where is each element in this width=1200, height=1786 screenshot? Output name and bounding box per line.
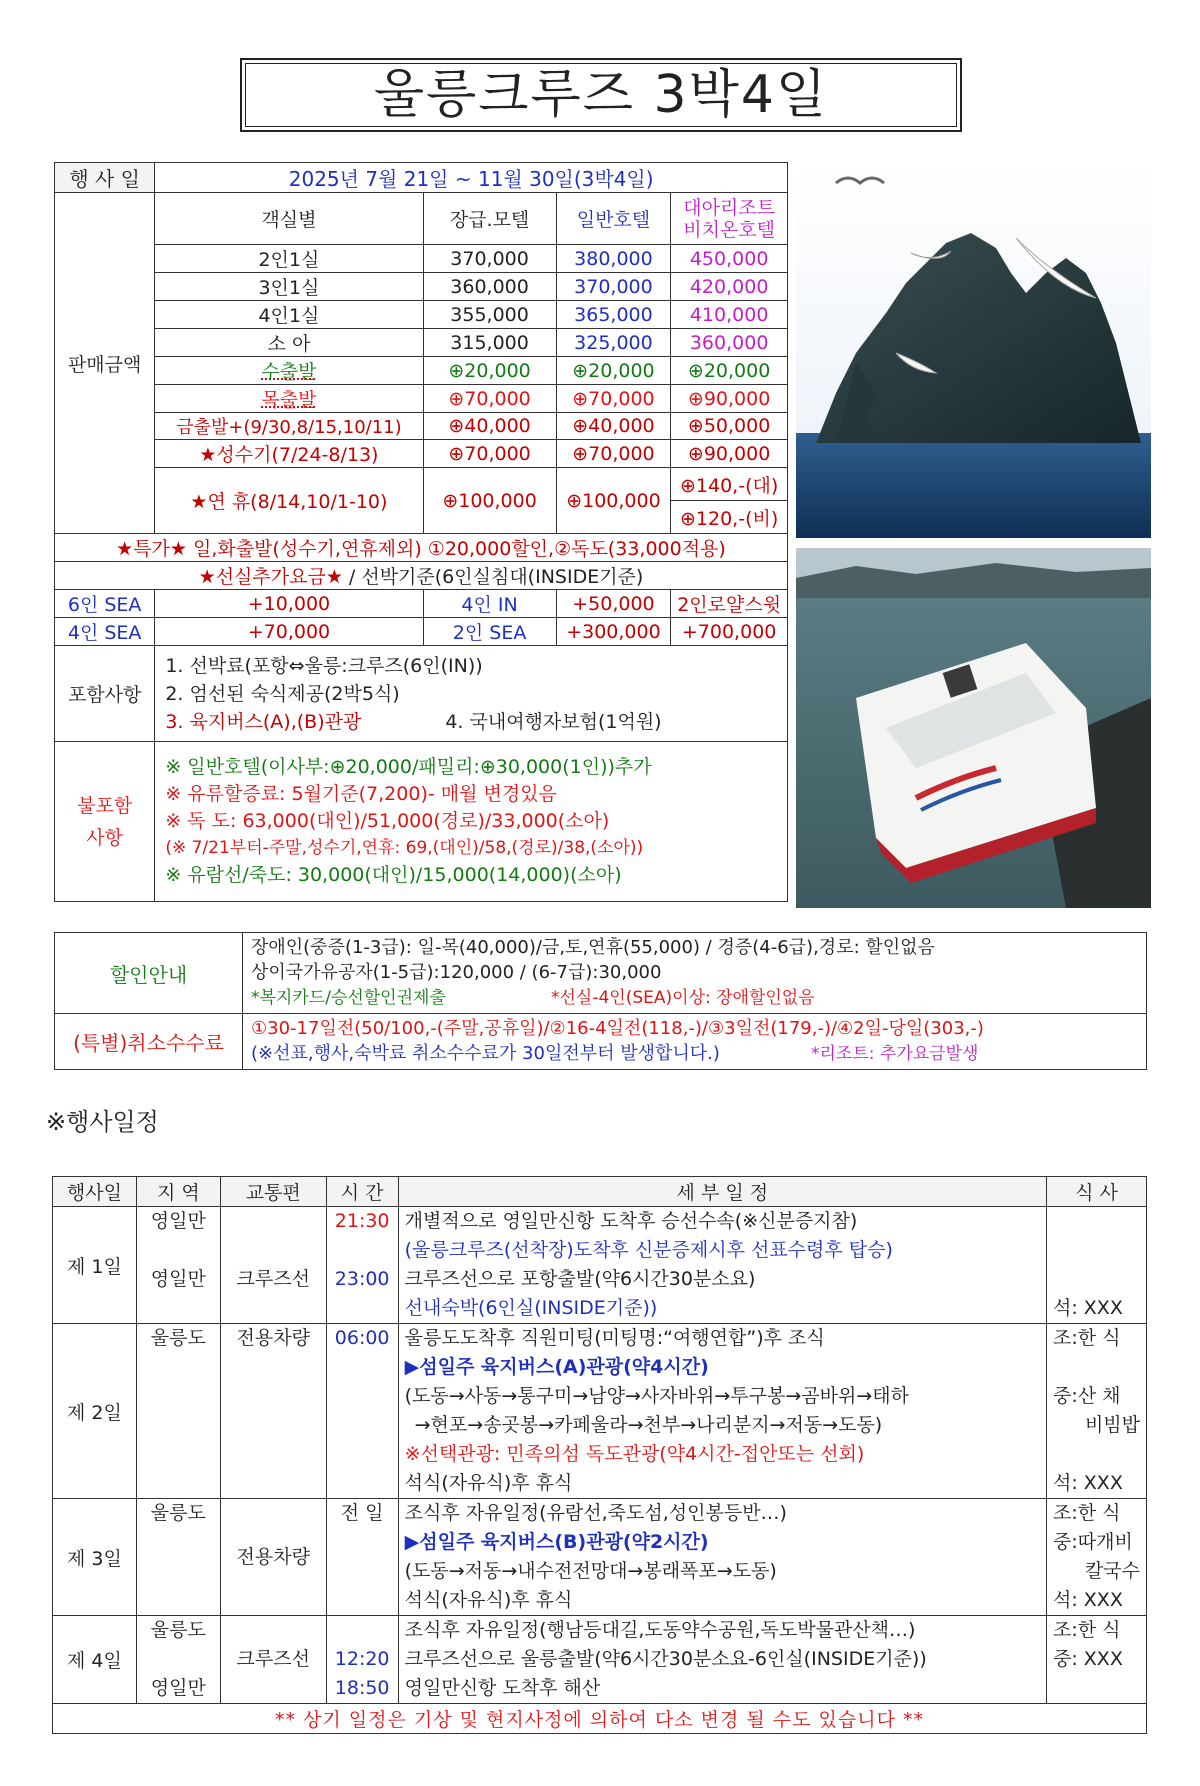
detail-item: 석식(자유식)후 휴식 — [404, 1589, 573, 1611]
event-dates-label: 행 사 일 — [55, 163, 155, 193]
region-item: 영일만 — [150, 1677, 206, 1699]
schedule-footer-note: ** 상기 일정은 기상 및 현지사정에 의하여 다소 변경 될 수도 있습니다 ** — [53, 1704, 1147, 1734]
cabin-price: +70,000 — [155, 618, 423, 646]
detail-item: 선내숙박(6인실(INSIDE기준)) — [404, 1297, 658, 1319]
detail-item: 크루즈선으로 울릉출발(약6시간30분소요-6인실(INSIDE기준)) — [404, 1648, 927, 1670]
day-details — [398, 1616, 1046, 1704]
price-cell: 410,000 — [671, 301, 788, 329]
price-cell: 315,000 — [423, 329, 556, 357]
detail-item: 석식(자유식)후 휴식 — [404, 1472, 573, 1494]
excluded-item: ※ 유람선/죽도: 30,000(대인)/15,000(14,000)(소아) — [165, 864, 622, 886]
meal-item: 석: XXX — [1053, 1297, 1123, 1319]
day-label: 제 4일 — [53, 1616, 137, 1704]
excluded-item: ※ 일반호텔(이사부:⊕20,000/패밀리:⊕30,000(1인))추가 — [165, 756, 652, 778]
cabin-surcharge-title-b: / 선박기준(6인실침대(INSIDE기준) — [342, 566, 644, 588]
detail-item: 조식후 자유일정(행남등대길,도동약수공원,독도박물관산책…) — [404, 1619, 916, 1641]
region-item: 울릉도 — [150, 1502, 206, 1524]
included-item: 4. 국내여행자보험(1억원) — [445, 710, 662, 733]
price-cell: 360,000 — [423, 273, 556, 301]
cabin-price: +10,000 — [155, 590, 423, 618]
price-cell: ⊕20,000 — [423, 357, 556, 385]
price-cell: 365,000 — [556, 301, 671, 329]
discount-note: *선실-4인(SEA)이상: 장애할인없음 — [551, 988, 815, 1008]
price-row-label: 금출발+(9/30,8/15,10/11) — [155, 413, 423, 440]
day-meals — [1047, 1324, 1147, 1499]
ship-illustration — [796, 548, 1151, 908]
day-region — [136, 1616, 220, 1704]
excluded-label — [55, 742, 155, 902]
day-times — [326, 1207, 398, 1324]
excluded-items — [155, 742, 788, 902]
meal-item: 중:산 채 — [1053, 1385, 1121, 1407]
meal-item: 칼국수 — [1084, 1560, 1140, 1582]
price-row-label: 수출발 — [155, 357, 423, 385]
day-transport — [220, 1499, 326, 1616]
time-item: 12:20 — [334, 1648, 390, 1670]
region-item: 울릉도 — [150, 1327, 206, 1349]
meal-item: 석: XXX — [1053, 1472, 1123, 1494]
meal-item: 조:한 식 — [1053, 1327, 1121, 1349]
meal-item: 중: XXX — [1053, 1648, 1123, 1670]
excluded-label-line1: 불포함 — [77, 794, 133, 817]
price-row-label: 2인1실 — [155, 245, 423, 273]
cabin-type: 4인 SEA — [55, 618, 155, 646]
schedule-header: 교통편 — [220, 1177, 326, 1207]
region-item: 울릉도 — [150, 1619, 206, 1641]
time-item: 21:30 — [334, 1210, 390, 1232]
meal-item: 비빔밥 — [1084, 1414, 1140, 1436]
transport-item: 크루즈선 — [236, 1648, 310, 1670]
island-photo — [796, 163, 1151, 538]
price-cell: ⊕90,000 — [671, 385, 788, 413]
schedule-day-row — [53, 1324, 1147, 1499]
discount-note: *복지카드/승선할인권제출 — [251, 988, 446, 1008]
day-label: 제 1일 — [53, 1207, 137, 1324]
transport-item: 크루즈선 — [236, 1268, 310, 1290]
room-type-header: 객실별 — [155, 193, 423, 245]
schedule-header: 식 사 — [1047, 1177, 1147, 1207]
transport-item: 전용차량 — [236, 1327, 310, 1349]
cabin-type: 4인 IN — [423, 590, 556, 618]
day-transport — [220, 1616, 326, 1704]
resort-header-line1: 대아리조트 — [683, 196, 776, 219]
detail-item: ▶섬일주 육지버스(B)관광(약2시간) — [404, 1531, 709, 1553]
detail-item: ▶섬일주 육지버스(A)관광(약4시간) — [404, 1356, 709, 1378]
detail-item: 개별적으로 영일만신항 도착후 승선수속(※신분증지참) — [404, 1210, 858, 1232]
schedule-section-title: ※행사일정 — [46, 1108, 159, 1136]
excluded-item: ※ 독 도: 63,000(대인)/51,000(경로)/33,000(소아) — [165, 810, 610, 832]
day-label: 제 3일 — [53, 1499, 137, 1616]
holiday-hotel: ⊕100,000 — [556, 468, 671, 534]
included-item: 2. 엄선된 숙식제공(2박5식) — [165, 682, 400, 705]
schedule-day-row — [53, 1207, 1147, 1324]
resort-header-line2: 비치온호텔 — [683, 218, 776, 241]
price-cell: ⊕20,000 — [671, 357, 788, 385]
transport-item: 전용차량 — [236, 1545, 310, 1568]
price-cell: 355,000 — [423, 301, 556, 329]
price-row-label: 4인1실 — [155, 301, 423, 329]
day-details — [398, 1324, 1046, 1499]
price-cell: ⊕40,000 — [556, 413, 671, 440]
discount-details — [243, 933, 1147, 1014]
price-cell: ⊕70,000 — [423, 385, 556, 413]
discount-line: 장애인(중증(1-3급): 일-목(40,000)/금,토,연휴(55,000) / 경증(4-6급),경로: 할인없음 — [251, 937, 935, 958]
included-item: 3. 육지버스(A),(B)관광 — [165, 710, 362, 733]
motel-header: 장급.모텔 — [423, 193, 556, 245]
cabin-type: 2인 SEA — [423, 618, 556, 646]
holiday-motel: ⊕100,000 — [423, 468, 556, 534]
day-times — [326, 1616, 398, 1704]
day-times — [326, 1499, 398, 1616]
schedule-header: 지 역 — [136, 1177, 220, 1207]
price-cell: 420,000 — [671, 273, 788, 301]
price-row-label: 3인1실 — [155, 273, 423, 301]
day-region — [136, 1207, 220, 1324]
day-meals — [1047, 1207, 1147, 1324]
cabin-price: +700,000 — [671, 618, 788, 646]
schedule-day-row — [53, 1499, 1147, 1616]
special-offer: ★특가★ 일,화출발(성수기,연휴제외) ①20,000할인,②독도(33,000적용) — [55, 534, 788, 562]
day-details — [398, 1499, 1046, 1616]
detail-item: →현포→송곳봉→카페울라→천부→나리분지→저동→도동) — [414, 1414, 883, 1436]
time-item: 23:00 — [334, 1268, 390, 1290]
price-cell: 360,000 — [671, 329, 788, 357]
price-cell: ⊕70,000 — [556, 440, 671, 468]
price-cell: 325,000 — [556, 329, 671, 357]
excluded-item: ※ 유류할증료: 5월기준(7,200)- 매월 변경있음 — [165, 783, 557, 805]
detail-item: 영일만신항 도착후 해산 — [404, 1677, 601, 1699]
day-times — [326, 1324, 398, 1499]
price-row-label: 소 아 — [155, 329, 423, 357]
pricing-section-label: 판매금액 — [55, 193, 155, 534]
price-cell: ⊕50,000 — [671, 413, 788, 440]
pricing-table — [54, 162, 788, 902]
hotel-header: 일반호텔 — [556, 193, 671, 245]
meal-item: 조:한 식 — [1053, 1619, 1121, 1641]
meal-item: 석: XXX — [1053, 1589, 1123, 1611]
meal-item: 조:한 식 — [1053, 1502, 1121, 1524]
cancellation-note: *리조트: 추가요금발생 — [811, 1044, 979, 1064]
schedule-table — [52, 1176, 1147, 1734]
cabin-surcharge-title-a: ★선실추가요금★ — [198, 566, 343, 588]
detail-item: (울릉크루즈(선착장)도착후 신분증제시후 선표수령후 탑승) — [404, 1239, 893, 1261]
day-details — [398, 1207, 1046, 1324]
discount-label: 할인안내 — [55, 933, 243, 1014]
ship-photo — [796, 548, 1151, 908]
cabin-price: +300,000 — [556, 618, 671, 646]
price-cell: ⊕90,000 — [671, 440, 788, 468]
detail-item: 조식후 자유일정(유람선,죽도섬,성인봉등반…) — [404, 1502, 787, 1524]
included-item: 1. 선박료(포항⇔울릉:크루즈(6인(IN)) — [165, 654, 483, 677]
meal-item: 중:따개비 — [1053, 1531, 1133, 1553]
price-cell: ⊕40,000 — [423, 413, 556, 440]
schedule-header: 세 부 일 정 — [398, 1177, 1046, 1207]
detail-item: 울릉도도착후 직원미팅(미팅명:“여행연합”)후 조식 — [404, 1327, 825, 1349]
day-transport — [220, 1207, 326, 1324]
resort-header — [671, 193, 788, 245]
price-cell: 370,000 — [423, 245, 556, 273]
included-items — [155, 646, 788, 742]
price-cell: 450,000 — [671, 245, 788, 273]
discount-notes — [251, 985, 1138, 1011]
cancellation-line: (※선표,행사,숙박료 취소수수료가 30일전부터 발생합니다.) — [251, 1043, 720, 1064]
cabin-type: 2인로얄스윗 — [671, 590, 788, 618]
detail-item: (도동→사동→통구미→남양→사자바위→투구봉→곰바위→태하 — [404, 1385, 909, 1407]
price-row-label: 목출발 — [155, 385, 423, 413]
discount-line: 상이국가유공자(1-5급):120,000 / (6-7급):30,000 — [251, 962, 662, 983]
price-row-label: ★성수기(7/24-8/13) — [155, 440, 423, 468]
holiday-resort-a: ⊕140,-(대) — [671, 468, 788, 501]
detail-item: ※선택관광: 민족의섬 독도관광(약4시간-접안또는 선회) — [404, 1443, 865, 1465]
excluded-label-line2: 사항 — [86, 826, 124, 849]
page-title: 울릉크루즈 3박4일 — [240, 58, 962, 132]
region-item: 영일만 — [150, 1268, 206, 1290]
day-region — [136, 1324, 220, 1499]
cabin-type: 6인 SEA — [55, 590, 155, 618]
schedule-day-row — [53, 1616, 1147, 1704]
island-illustration — [796, 163, 1151, 538]
schedule-header: 시 간 — [326, 1177, 398, 1207]
price-cell: ⊕20,000 — [556, 357, 671, 385]
included-item-row — [165, 708, 777, 736]
region-item: 영일만 — [150, 1210, 206, 1232]
day-label: 제 2일 — [53, 1324, 137, 1499]
price-cell: ⊕70,000 — [556, 385, 671, 413]
holiday-resort-b: ⊕120,-(비) — [671, 501, 788, 534]
cancellation-label: (특별)취소수수료 — [55, 1014, 243, 1070]
day-meals — [1047, 1616, 1147, 1704]
day-meals — [1047, 1499, 1147, 1616]
time-item: 전 일 — [340, 1502, 384, 1524]
cancellation-line: ①30-17일전(50/100,-(주말,공휴일)/②16-4일전(118,-)/③3일전(179,-)/④2일-당일(303,-) — [251, 1018, 984, 1039]
detail-item: (도동→저동→내수전전망대→봉래폭포→도동) — [404, 1560, 777, 1582]
price-cell: ⊕70,000 — [423, 440, 556, 468]
cancellation-line-row — [251, 1041, 1138, 1067]
cancellation-details — [243, 1014, 1147, 1070]
time-item: 18:50 — [334, 1677, 390, 1699]
event-dates-value: 2025년 7월 21일 ~ 11월 30일(3박4일) — [155, 163, 788, 193]
day-region — [136, 1499, 220, 1616]
time-item: 06:00 — [334, 1327, 390, 1349]
price-cell: 380,000 — [556, 245, 671, 273]
detail-item: 크루즈선으로 포항출발(약6시간30분소요) — [404, 1268, 756, 1290]
day-transport — [220, 1324, 326, 1499]
excluded-item: (※ 7/21부터-주말,성수기,연휴: 69,(대인)/58,(경로)/38,(소아)) — [165, 838, 644, 858]
discount-table — [54, 932, 1147, 1070]
holiday-label: ★연 휴(8/14,10/1-10) — [155, 468, 423, 534]
price-cell: 370,000 — [556, 273, 671, 301]
cabin-surcharge-title — [55, 562, 788, 590]
included-label: 포함사항 — [55, 646, 155, 742]
cabin-price: +50,000 — [556, 590, 671, 618]
schedule-header: 행사일 — [53, 1177, 137, 1207]
